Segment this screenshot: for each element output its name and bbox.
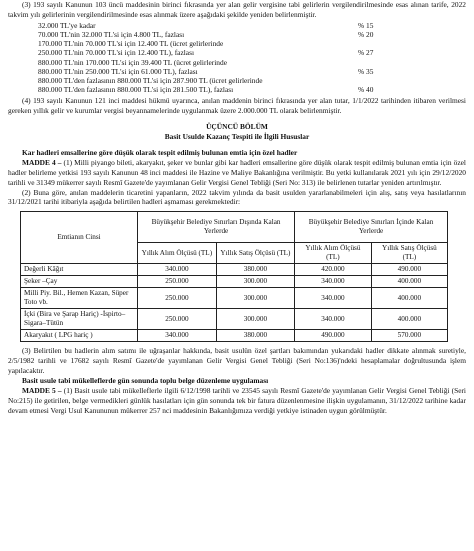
- col-header-satis: Yıllık Satış Ölçüsü (TL): [216, 243, 294, 264]
- tax-tariff: [38, 21, 466, 95]
- tariff-row: 70.000 TL'nin 32.000 TL'si için 4.800 TL, fazlası % 20: [38, 30, 374, 39]
- madde-4-paragraph-2: (2) Buna göre, anılan maddelerin ticaretini yapanların, 2022 takvim yılında da basit usulden yararlanabilmeleri için alış, satış veya hasılatlarının 31/12/2021 tarihi itibariyla aşağıda belirtilen hadleri aşmaması gerekmektedir:: [8, 187, 466, 207]
- madde-4-paragraph-3: (3) Belirtilen bu hadlerin alım satımı ile uğraşanlar hakkında, basit usulün özel şartları bakımından yukarıdaki hadler dikkate alınmak suretiyle, 2/5/1982 tarihli ve 17682 sayılı Resmî Gazete'de yayımlanan Gelir Vergisi Genel Tebliği (Seri No:136)'ndeki hesaplamalar doğrultusunda işlem yapılacaktır.: [8, 346, 466, 376]
- belge-heading: Basit usule tabi mükelleflerde gün sonunda toplu belge düzenleme uygulaması: [22, 376, 269, 386]
- tariff-row: 880.000 TL'nin 250.000 TL'si için 61.000 TL), fazlası % 35: [38, 66, 374, 76]
- madde-4-text: (1) Milli piyango bileti, akaryakıt, şeker ve bunlar gibi kar hadleri emsallerine göre düşük olarak tespit edilmiş bulunan emtia için özel hadler belirleme yetkisi 193 sayılı Kanunun 48 inci maddesi ile Hazine ve Maliye Bakanlığına verilmiştir. Bu yetki kullanılarak 2021 yılı için 29/12/2020 tarihli ve 31349 mükerrer sayılı Resmî Gazete'de yayımlanan Gelir Vergisi Genel Tebliği (Seri No: 313) ile belirlenen tutarlar yeniden artırılmıştır.: [8, 157, 466, 187]
- col-header-alim: Yıllık Alım Ölçüsü (TL): [138, 243, 217, 264]
- section-subtitle: Basit Usulde Kazanç Tespiti ile İlgili Hususlar: [164, 132, 310, 142]
- thresholds-table: [20, 211, 448, 342]
- tariff-row: 880.000 TL'nin 170.000 TL'si için 39.400 TL (ücret gelirlerinde: [38, 57, 227, 67]
- madde-5: [8, 386, 466, 416]
- kar-heading: Kar hadleri emsallerine göre düşük olarak tespit edilmiş bulunan emtia için özel hadler: [22, 147, 298, 157]
- table-row: İçki (Bira ve Şarap Hariç) -İspirto– Sigara–Tütün 250.000 300.000 340.000 400.000: [21, 309, 448, 330]
- section-title: ÜÇÜNCÜ BÖLÜM: [206, 122, 268, 132]
- col-header-name: Emtianın Cinsi: [21, 212, 138, 264]
- tariff-row: 250.000 TL'nin 70.000 TL'si için 12.400 TL), fazlası % 27: [38, 48, 374, 58]
- paragraph-3: (3) 193 sayılı Kanunun 103 üncü maddesinin birinci fıkrasında yer alan gelir vergisine tabi gelirlerin vergilendirilmesinde esas alınan tarife, 2022 takvim yılı gelirlerinin vergilendirilmesinde esas alınmak üzere aşağıdaki şekilde yeniden belirlenmiştir.: [8, 0, 466, 19]
- col-group-outside: Büyükşehir Belediye Sınırları Dışında Kalan Yerlerde: [138, 212, 295, 243]
- table-row: Değerli Kâğıt 340.000 380.000 420.000 490.000: [21, 264, 448, 276]
- paragraph-4: (4) 193 sayılı Kanunun 121 inci maddesi hükmü uyarınca, anılan maddenin birinci fıkrasında yer alan tutar, 1/1/2022 tarihinden itibaren verilmesi gereken yıllık gelir ve kurumlar vergisi beyannamelerinde uygulanmak üzere 2.000.000 TL olarak belirlenmiştir.: [8, 96, 466, 116]
- table-row: Akaryakıt ( LPG hariç ) 340.000 380.000 490.000 570.000: [21, 330, 448, 342]
- tariff-row: 880.000 TL'den fazlasının 880.000 TL'si için 287.900 TL (ücret gelirlerinde: [38, 75, 263, 85]
- madde-5-text: (1) Basit usule tabi mükelleflerle ilgili 6/12/1998 tarihli ve 23545 sayılı Resmî Gazete'de yayımlanan Gelir Vergisi Genel Tebliği (Seri No:215) ile getirilen, belge vermedikleri günlük hasılatları için gün sonunda tek bir fatura düzenlenmesine ilişkin uygulamanın, 31/12/2022 tarihine kadar devam etmesi Vergi Usul Kanununun mükerrer 257 nci maddesinin Bakanlığımıza verdiği yetkiye istinaden uygun görülmüştür.: [8, 386, 466, 415]
- table-row: Şeker –Çay 250.000 300.000 340.000 400.000: [21, 276, 448, 288]
- madde-4: [8, 158, 466, 188]
- col-header-alim: Yıllık Alım Ölçüsü (TL): [295, 243, 372, 264]
- col-group-inside: Büyükşehir Belediye Sınırları İçinde Kalan Yerlerde: [295, 212, 448, 243]
- madde-5-label: MADDE 5 –: [22, 386, 62, 395]
- table-row: Milli Piy. Bil., Hemen Kazan, Süper Toto vb. 250.000 300.000 340.000 400.000: [21, 288, 448, 309]
- madde-4-label: MADDE 4 –: [22, 157, 62, 167]
- tariff-row: 880.000 TL'den fazlasının 880.000 TL'si için 281.500 TL), fazlası % 40: [38, 85, 374, 95]
- tariff-row: 170.000 TL'nin 70.000 TL'si için 12.400 TL (ücret gelirlerinde: [38, 39, 224, 49]
- tariff-row: 32.000 TL'ye kadar % 15: [38, 20, 374, 30]
- col-header-satis: Yıllık Satış Ölçüsü (TL): [371, 243, 447, 264]
